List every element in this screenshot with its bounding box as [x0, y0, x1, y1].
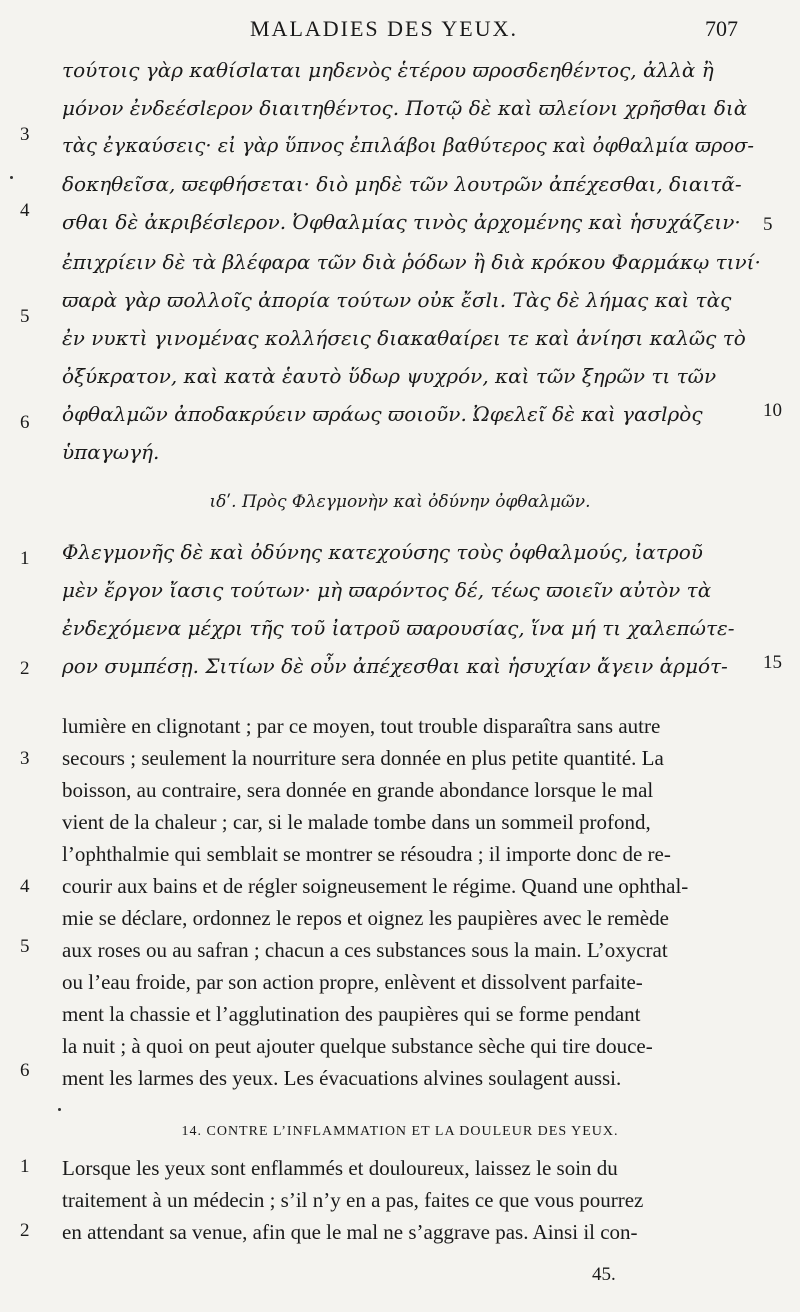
greek-line: ρον συμπέσῃ. Σιτίων δὲ οὖν ἀπέχεσθαι καὶ ἡσυχίαν ἄγειν ἁρμότ-	[62, 654, 728, 678]
margin-number: 1	[20, 548, 30, 569]
french-line: ment la chassie et l’agglutination des paupières qui se forme pendant	[62, 1002, 641, 1026]
french-line: lumière en clignotant ; par ce moyen, tout trouble disparaîtra sans autre	[62, 714, 661, 738]
running-header	[0, 14, 800, 46]
margin-number: 10	[763, 400, 782, 421]
margin-number: 5	[20, 306, 30, 327]
margin-number: 5	[763, 214, 773, 235]
greek-line: μὲν ἔργον ἴασις τούτων· μὴ ϖαρόντος δέ, τέως ϖοιεῖν αὐτὸν τὰ	[62, 578, 712, 602]
signature-mark: 45.	[592, 1264, 616, 1285]
french-line: courir aux bains et de régler soigneusement le régime. Quand une ophthal-	[62, 874, 689, 898]
margin-number: 5	[20, 936, 30, 957]
greek-line: ϖαρὰ γὰρ ϖολλοῖς ἀπορία τούτων οὐκ ἔσlι. Τὰς δὲ λήμας καὶ τὰς	[62, 288, 732, 312]
page-number: 707	[705, 16, 738, 41]
margin-number: 3	[20, 748, 30, 769]
french-section-heading: 14. CONTRE L’INFLAMMATION ET LA DOULEUR DES YEUX.	[181, 1124, 619, 1139]
margin-number: 6	[20, 1060, 30, 1081]
greek-line: ἐνδεχόμενα μέχρι τῆς τοῦ ἰατροῦ ϖαρουσίας, ἵνα μή τι χαλεπώτε-	[62, 616, 735, 640]
margin-number: 15	[763, 652, 782, 673]
french-line: boisson, au contraire, sera donnée en grande abondance lorsque le mal	[62, 778, 654, 802]
greek-section-heading: ιδʹ. Πρὸς Φλεγμονὴν καὶ ὀδύνην ὀφθαλμῶν.	[209, 492, 591, 512]
french-line: ment les larmes des yeux. Les évacuations alvines soulagent aussi.	[62, 1066, 622, 1090]
french-line: mie se déclare, ordonnez le repos et oignez les paupières avec le remède	[62, 906, 669, 930]
french-line: la nuit ; à quoi on peut ajouter quelque substance sèche qui tire douce-	[62, 1034, 653, 1058]
greek-line: ὀξύκρατον, καὶ κατὰ ἑαυτὸ ὕδωρ ψυχρόν, καὶ τῶν ξηρῶν τι τῶν	[62, 364, 717, 388]
greek-line: ἐν νυκτὶ γινομένας κολλήσεις διακαθαίρει τε καὶ ἀνίησι καλῶς τὸ	[62, 326, 746, 350]
greek-line: μόνον ἐνδεέσlερον διαιτηθέντος. Ποτῷ δὲ καὶ ϖλείονι χρῆσθαι διὰ	[62, 96, 748, 120]
french-line: secours ; seulement la nourriture sera donnée en plus petite quantité. La	[62, 746, 664, 770]
french-line: en attendant sa venue, afin que le mal ne s’aggrave pas. Ainsi il con-	[62, 1220, 638, 1244]
margin-number: 4	[20, 200, 30, 221]
french-line: Lorsque les yeux sont enflammés et douloureux, laissez le soin du	[62, 1156, 618, 1180]
greek-line: σθαι δὲ ἀκριβέσlερον. Ὀφθαλμίας τινὸς ἀρχομένης καὶ ἡσυχάζειν·	[62, 210, 741, 234]
greek-line: Φλεγμονῆς δὲ καὶ ὀδύνης κατεχούσης τοὺς ὀφθαλμούς, ἰατροῦ	[62, 540, 703, 564]
margin-number: 3	[20, 124, 30, 145]
margin-number: 1	[20, 1156, 30, 1177]
french-line: traitement à un médecin ; s’il n’y en a pas, faites ce que vous pourrez	[62, 1188, 644, 1212]
greek-line: ὑπαγωγή.	[62, 440, 160, 464]
greek-line: ὀφθαλμῶν ἀποδακρύειν ϖράως ϖοιοῦν. Ὠφελεῖ δὲ καὶ γασlρὸς	[62, 402, 703, 426]
greek-line: τὰς ἐγκαύσεις· εἰ γὰρ ὕπνος ἐπιλάβοι βαθύτερος καὶ ὀφθαλμία ϖροσ-	[62, 134, 754, 157]
greek-line: τούτοις γὰρ καθίσlαται μηδενὸς ἑτέρου ϖροσδεηθέντος, ἀλλὰ ἢ	[62, 58, 714, 82]
french-line: vient de la chaleur ; car, si le malade tombe dans un sommeil profond,	[62, 810, 651, 834]
greek-line: δοκηθεῖσα, ϖεφθήσεται· διὸ μηδὲ τῶν λουτρῶν ἀπέχεσθαι, διαιτᾶ-	[62, 172, 742, 196]
margin-number: 2	[20, 658, 30, 679]
margin-number: 4	[20, 876, 30, 897]
margin-number: 6	[20, 412, 30, 433]
margin-dot	[58, 1108, 61, 1111]
greek-line: ἐπιχρίειν δὲ τὰ βλέφαρα τῶν διὰ ῥόδων ἢ διὰ κρόκου Φαρμάκῳ τινί·	[62, 250, 761, 274]
french-line: aux roses ou au safran ; chacun a ces substances sous la main. L’oxycrat	[62, 938, 668, 962]
running-title: MALADIES DES YEUX.	[250, 16, 519, 41]
french-line: ou l’eau froide, par son action propre, enlèvent et dissolvent parfaite-	[62, 970, 643, 994]
margin-number: 2	[20, 1220, 30, 1241]
french-line: l’ophthalmie qui semblait se montrer se résoudra ; il importe donc de re-	[62, 842, 671, 866]
margin-dot	[10, 176, 13, 179]
